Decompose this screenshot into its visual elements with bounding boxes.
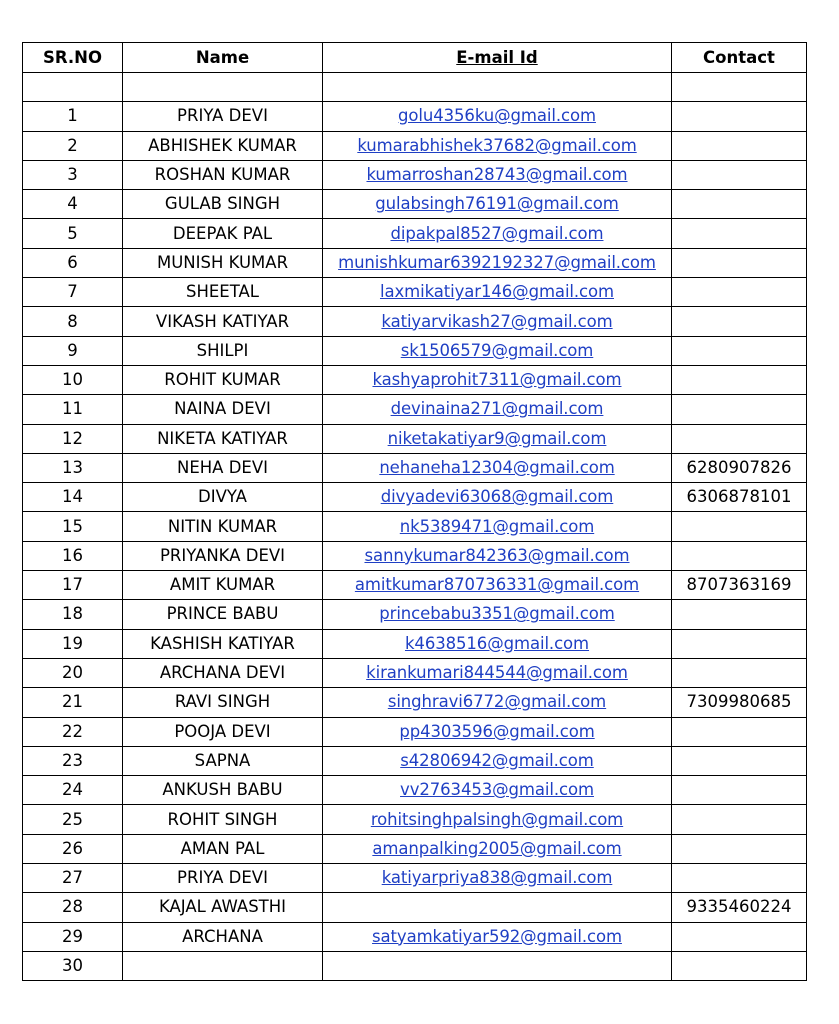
table-body [23,73,807,981]
cell-sr-no: 20 [23,658,123,687]
email-link[interactable]: singhravi6772@gmail.com [387,692,607,712]
cell-contact [672,248,807,277]
table-row [23,629,807,658]
cell-contact [672,160,807,189]
email-link[interactable]: pp4303596@gmail.com [399,721,595,741]
cell-sr-no: 27 [23,864,123,893]
cell-name: MUNISH KUMAR [123,248,323,277]
email-link[interactable]: sannykumar842363@gmail.com [364,545,630,565]
cell-email [323,73,672,102]
email-link[interactable]: amitkumar870736331@gmail.com [354,575,640,595]
cell-email [323,278,672,307]
cell-email [323,541,672,570]
table-row [23,395,807,424]
table-row [23,805,807,834]
cell-contact [672,365,807,394]
cell-contact: 8707363169 [672,571,807,600]
cell-email [323,219,672,248]
email-link[interactable]: gulabsingh76191@gmail.com [375,194,619,214]
cell-name: POOJA DEVI [123,717,323,746]
table-row [23,688,807,717]
cell-contact [672,102,807,131]
email-link[interactable]: kumarabhishek37682@gmail.com [357,135,637,155]
table-row [23,336,807,365]
cell-email [323,395,672,424]
cell-email [323,424,672,453]
table-row [23,219,807,248]
cell-name: ARCHANA [123,922,323,951]
cell-contact [672,864,807,893]
table-row [23,248,807,277]
cell-email [323,776,672,805]
header-contact: Contact [672,43,807,73]
cell-name: GULAB SINGH [123,190,323,219]
cell-name: NIKETA KATIYAR [123,424,323,453]
email-link[interactable]: kashyaprohit7311@gmail.com [372,370,622,390]
table-row [23,746,807,775]
cell-contact [672,600,807,629]
cell-sr-no: 22 [23,717,123,746]
cell-sr-no: 29 [23,922,123,951]
email-link[interactable]: kirankumari844544@gmail.com [366,663,628,683]
cell-contact [672,278,807,307]
cell-sr-no: 11 [23,395,123,424]
cell-sr-no: 9 [23,336,123,365]
table-row [23,278,807,307]
email-link[interactable]: laxmikatiyar146@gmail.com [379,282,614,302]
table-row [23,571,807,600]
email-link[interactable]: kumarroshan28743@gmail.com [366,165,628,185]
cell-contact [672,190,807,219]
cell-sr-no: 26 [23,834,123,863]
cell-sr-no: 1 [23,102,123,131]
cell-contact: 7309980685 [672,688,807,717]
header-email [323,43,672,73]
cell-sr-no: 24 [23,776,123,805]
header-row [23,43,807,73]
email-link[interactable]: amanpalking2005@gmail.com [372,838,622,858]
table-row [23,160,807,189]
cell-contact [672,805,807,834]
cell-email [323,307,672,336]
table-row [23,864,807,893]
cell-email [323,951,672,980]
cell-sr-no: 12 [23,424,123,453]
email-link[interactable]: princebabu3351@gmail.com [379,604,615,624]
cell-email [323,248,672,277]
cell-sr-no: 18 [23,600,123,629]
cell-name: AMIT KUMAR [123,571,323,600]
cell-name: DEEPAK PAL [123,219,323,248]
cell-contact [672,336,807,365]
cell-name: KAJAL AWASTHI [123,893,323,922]
cell-email [323,688,672,717]
cell-contact [672,922,807,951]
email-link[interactable]: katiyarvikash27@gmail.com [381,311,613,331]
cell-sr-no: 25 [23,805,123,834]
cell-contact [672,951,807,980]
cell-name: AMAN PAL [123,834,323,863]
cell-sr-no: 8 [23,307,123,336]
cell-contact [672,395,807,424]
cell-contact [672,307,807,336]
cell-contact [672,717,807,746]
cell-contact [672,131,807,160]
cell-sr-no: 19 [23,629,123,658]
table-row [23,102,807,131]
cell-name: ANKUSH BABU [123,776,323,805]
table-row [23,658,807,687]
cell-name: SHILPI [123,336,323,365]
table-row [23,453,807,482]
cell-name: KASHISH KATIYAR [123,629,323,658]
cell-name: ARCHANA DEVI [123,658,323,687]
email-link[interactable]: s42806942@gmail.com [400,750,594,770]
table-row [23,512,807,541]
table-row [23,483,807,512]
email-link[interactable]: katiyarpriya838@gmail.com [381,868,613,888]
cell-email [323,922,672,951]
cell-sr-no: 23 [23,746,123,775]
table-row [23,307,807,336]
table-row [23,834,807,863]
cell-name: ROHIT SINGH [123,805,323,834]
email-link[interactable]: devinaina271@gmail.com [390,399,604,419]
cell-email [323,102,672,131]
cell-email [323,893,672,922]
cell-email [323,483,672,512]
cell-contact [672,73,807,102]
cell-contact [672,424,807,453]
cell-sr-no: 7 [23,278,123,307]
table-row [23,893,807,922]
cell-email [323,160,672,189]
cell-contact [672,658,807,687]
contact-table [22,42,807,981]
table-row [23,717,807,746]
cell-name: SAPNA [123,746,323,775]
cell-name: ROHIT KUMAR [123,365,323,394]
email-link[interactable]: sk1506579@gmail.com [400,340,594,360]
table-row [23,600,807,629]
cell-contact [672,512,807,541]
table-row [23,776,807,805]
cell-email [323,365,672,394]
cell-contact: 6306878101 [672,483,807,512]
table-row [23,951,807,980]
cell-contact: 9335460224 [672,893,807,922]
table-row [23,131,807,160]
cell-name: ABHISHEK KUMAR [123,131,323,160]
table-row [23,73,807,102]
cell-sr-no: 17 [23,571,123,600]
cell-sr-no: 2 [23,131,123,160]
cell-contact [672,834,807,863]
cell-contact: 6280907826 [672,453,807,482]
cell-contact [672,776,807,805]
cell-email [323,746,672,775]
cell-sr-no: 10 [23,365,123,394]
table-row [23,541,807,570]
cell-name [123,951,323,980]
table-row [23,922,807,951]
cell-sr-no: 28 [23,893,123,922]
cell-sr-no: 30 [23,951,123,980]
cell-name: SHEETAL [123,278,323,307]
cell-email [323,805,672,834]
cell-name: VIKASH KATIYAR [123,307,323,336]
cell-email [323,864,672,893]
cell-email [323,190,672,219]
email-link[interactable]: k4638516@gmail.com [404,633,590,653]
email-link[interactable]: vv2763453@gmail.com [400,780,594,800]
cell-contact [672,629,807,658]
table-row [23,365,807,394]
cell-sr-no: 3 [23,160,123,189]
cell-sr-no: 4 [23,190,123,219]
cell-name: NEHA DEVI [123,453,323,482]
cell-sr-no [23,73,123,102]
email-link[interactable]: golu4356ku@gmail.com [398,106,596,126]
email-link[interactable]: nehaneha12304@gmail.com [379,458,615,477]
cell-contact [672,541,807,570]
cell-name: NITIN KUMAR [123,512,323,541]
table-header [23,43,807,73]
cell-name: PRIYA DEVI [123,102,323,131]
cell-name: PRINCE BABU [123,600,323,629]
cell-email [323,600,672,629]
cell-name: NAINA DEVI [123,395,323,424]
email-link[interactable]: dipakpal8527@gmail.com [390,223,604,243]
cell-email [323,717,672,746]
cell-sr-no: 5 [23,219,123,248]
cell-email [323,658,672,687]
cell-email [323,336,672,365]
cell-sr-no: 14 [23,483,123,512]
cell-sr-no: 16 [23,541,123,570]
header-sr-no: SR.NO [23,43,123,73]
cell-email [323,834,672,863]
cell-email [323,629,672,658]
cell-sr-no: 21 [23,688,123,717]
cell-email [323,571,672,600]
table-row [23,190,807,219]
cell-sr-no: 13 [23,453,123,482]
cell-name: RAVI SINGH [123,688,323,717]
cell-name [123,73,323,102]
cell-email [323,512,672,541]
email-link[interactable]: nk5389471@gmail.com [399,516,595,536]
cell-contact [672,746,807,775]
cell-name: PRIYA DEVI [123,864,323,893]
cell-email [323,453,672,482]
cell-contact [672,219,807,248]
email-link[interactable]: rohitsinghpalsingh@gmail.com [370,809,624,829]
email-link[interactable]: munishkumar6392192327@gmail.com [338,252,656,272]
header-email-label: E-mail Id [456,47,538,67]
header-name: Name [123,43,323,73]
table-row [23,424,807,453]
cell-sr-no: 15 [23,512,123,541]
email-link[interactable]: satyamkatiyar592@gmail.com [372,926,622,946]
cell-name: PRIYANKA DEVI [123,541,323,570]
cell-name: DIVYA [123,483,323,512]
cell-name: ROSHAN KUMAR [123,160,323,189]
email-link[interactable]: divyadevi63068@gmail.com [380,487,614,507]
cell-email [323,131,672,160]
email-link[interactable]: niketakatiyar9@gmail.com [387,428,607,448]
cell-sr-no: 6 [23,248,123,277]
